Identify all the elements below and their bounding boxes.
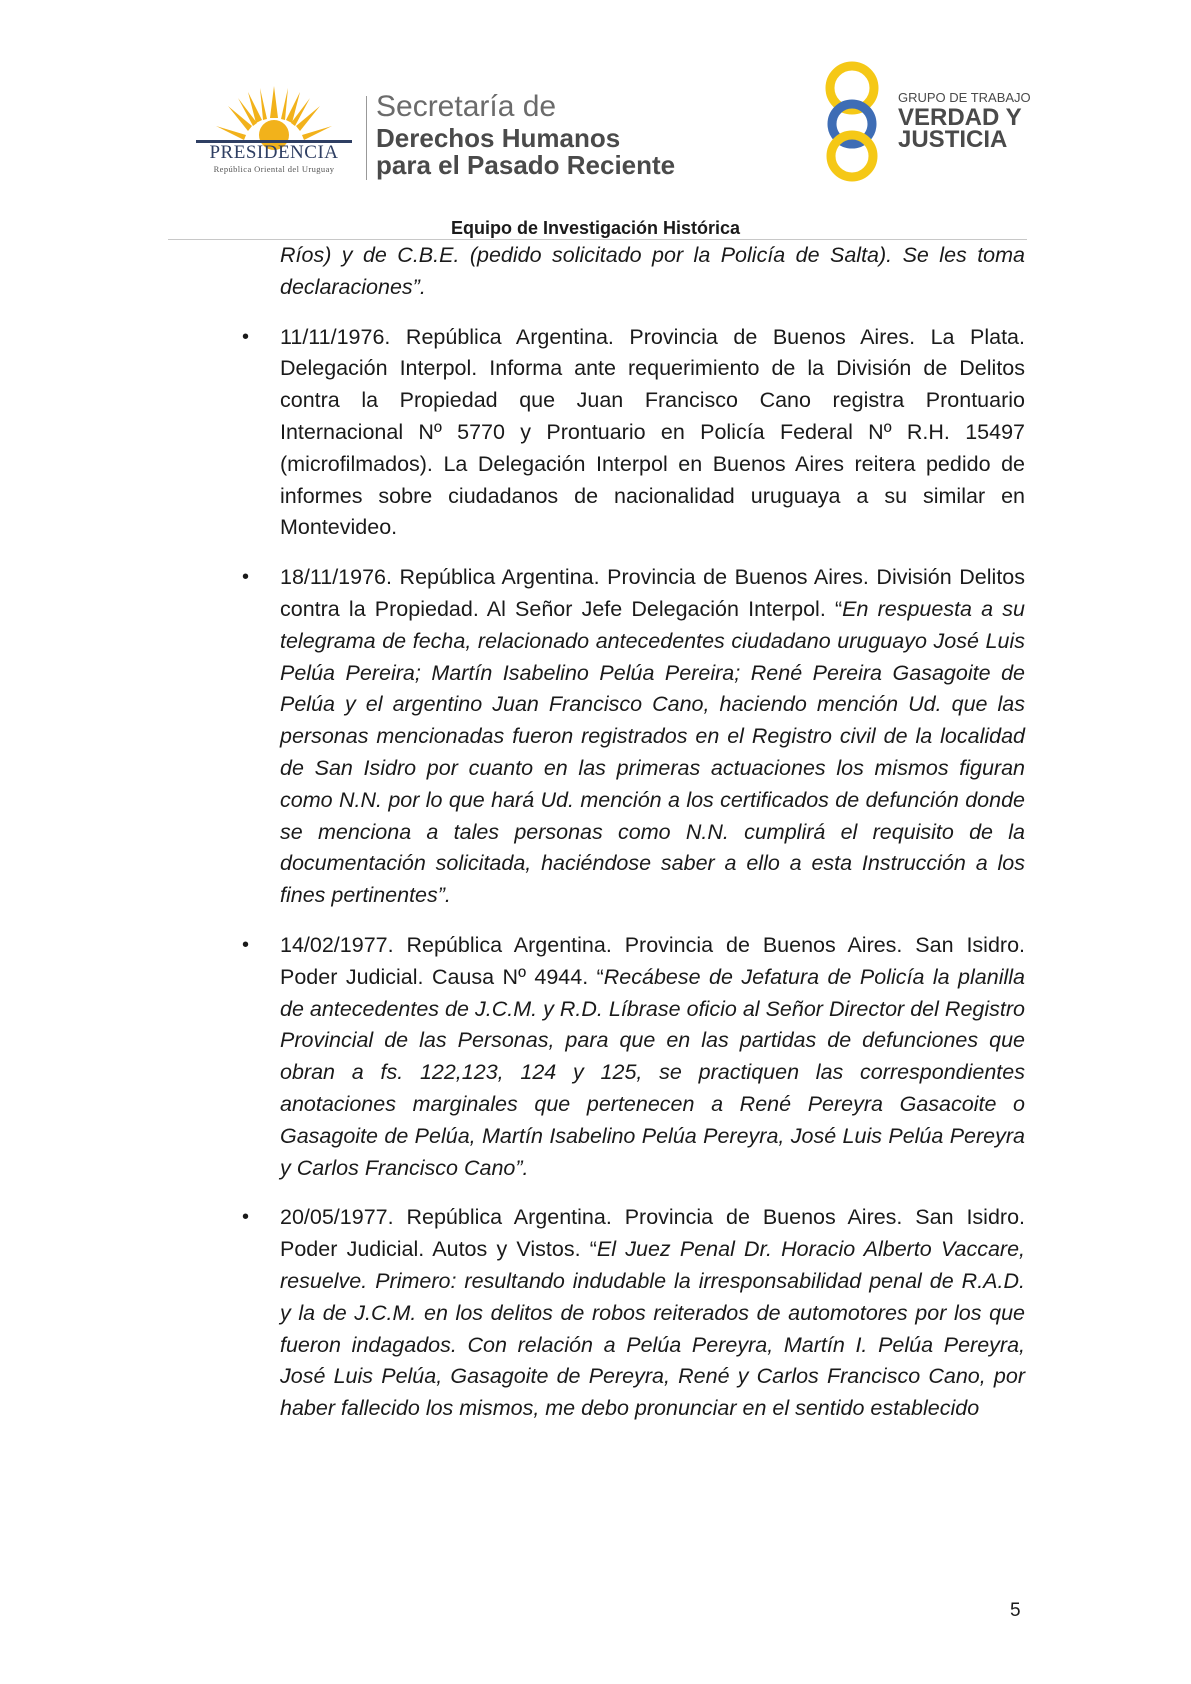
grupo-trabajo-label: GRUPO DE TRABAJO bbox=[898, 90, 1031, 105]
secretaria-title-line2: Derechos Humanos bbox=[376, 123, 621, 153]
presidencia-label: PRESIDENCIA bbox=[209, 142, 339, 163]
list-item bbox=[242, 562, 1025, 912]
entry-plain: 18/11/1976. República Argentina. Provincia de Buenos Aires. División Delitos contra la Propiedad. Al Señor Jefe Delegación Interpol. “ bbox=[280, 565, 1025, 621]
entry-quote: Recábese de Jefatura de Policía la planilla de antecedentes de J.C.M. y R.D. Líbrase oficio al Señor Director del Registro Provincial de las Personas, para que en las partidas de defunciones que obran a fs. 122,123, 124 y 125, se practiquen las correspondientes anotaciones marginales que pertenecen a René Pereyra Gasacoite o Gasagoite de Pelúa, Martín Isabelino Pelúa Pereyra, José Luis Pelúa Pereyra y Carlos Francisco Cano”. bbox=[280, 964, 1025, 1180]
team-heading: Equipo de Investigación Histórica bbox=[450, 218, 741, 238]
page-header bbox=[0, 0, 1191, 240]
entry-plain: 14/02/1977. República Argentina. Provincia de Buenos Aires. San Isidro. Poder Judicial. Causa Nº 4944. “ bbox=[280, 932, 1025, 989]
entry-quote: El Juez Penal Dr. Horacio Alberto Vaccare, resuelve. Primero: resultando indudable la irresponsabilidad penal de R.A.D. y la de J.C.M. en los delitos de robos reiterados de automotores por los que fueron indagados. Con relación a Pelúa Pereyra, Martín I. Pelúa Pereyra, José Luis Pelúa, Gasagoite de Pereyra, René y Carlos Francisco Cano, por haber fallecido los mismos, me debo pronunciar en el sentido establecido bbox=[280, 1237, 1025, 1421]
entry-quote: En respuesta a su telegrama de fecha, relacionado antecedentes ciudadano uruguayo José Luis Pelúa Pereira; Martín Isabelino Pelúa Pereira; René Pereira Gasagoite de Pelúa y el argentino Juan Francisco Cano, haciendo mención Ud. que las personas mencionadas fueron registrados en el Registro civil de la localidad de San Isidro por cuanto en las primeras actuaciones los mismos figuran como N.N. por lo que hará Ud. mención a los certificados de defunción donde se menciona a tales personas como N.N. cumplirá el requisito de la documentación solicitada, haciéndose saber a ello a esta Instrucción a los fines pertinentes”. bbox=[280, 596, 1025, 908]
bullet-icon: • bbox=[242, 566, 250, 589]
justicia-label: JUSTICIA bbox=[898, 126, 1008, 153]
entry-plain: 11/11/1976. República Argentina. Provincia de Buenos Aires. La Plata. Delegación Interpol. Informa ante requerimiento de la División de Delitos contra la Propiedad que Juan Francisco Cano registra Prontuario Internacional Nº 5770 y Prontuario en Policía Federal Nº R.H. 15497 (microfilmados). La Delegación Interpol en Buenos Aires reitera pedido de informes sobre ciudadanos de nacionalidad uruguaya a su similar en Montevideo. bbox=[280, 324, 1025, 540]
secretaria-title-line3: para el Pasado Reciente bbox=[376, 150, 676, 180]
document-body bbox=[242, 240, 1025, 1425]
bullet-icon: • bbox=[242, 325, 250, 348]
entry-plain: 20/05/1977. República Argentina. Provincia de Buenos Aires. San Isidro. Poder Judicial. Autos y Vistos. “ bbox=[280, 1205, 1025, 1262]
continuation-paragraph: Ríos) y de C.B.E. (pedido solicitado por la Policía de Salta). Se les toma declaraciones”. bbox=[280, 243, 1025, 299]
entry-text bbox=[280, 930, 1025, 1184]
entry-text bbox=[280, 1202, 1025, 1425]
bullet-icon: • bbox=[242, 933, 250, 956]
entry-text bbox=[280, 322, 1025, 545]
secretaria-title-line1: Secretaría de bbox=[376, 90, 557, 123]
list-item bbox=[242, 1202, 1025, 1425]
list-item bbox=[242, 322, 1025, 545]
page-number: 5 bbox=[1010, 1600, 1021, 1621]
verdad-label: VERDAD Y bbox=[898, 104, 1022, 131]
logo-divider bbox=[366, 96, 367, 180]
entry-text bbox=[280, 562, 1025, 912]
bullet-icon: • bbox=[242, 1206, 250, 1229]
verdad-justicia-rings-logo bbox=[822, 54, 904, 182]
list-item bbox=[242, 930, 1025, 1184]
presidencia-subtitle: República Oriental del Uruguay bbox=[213, 164, 335, 174]
